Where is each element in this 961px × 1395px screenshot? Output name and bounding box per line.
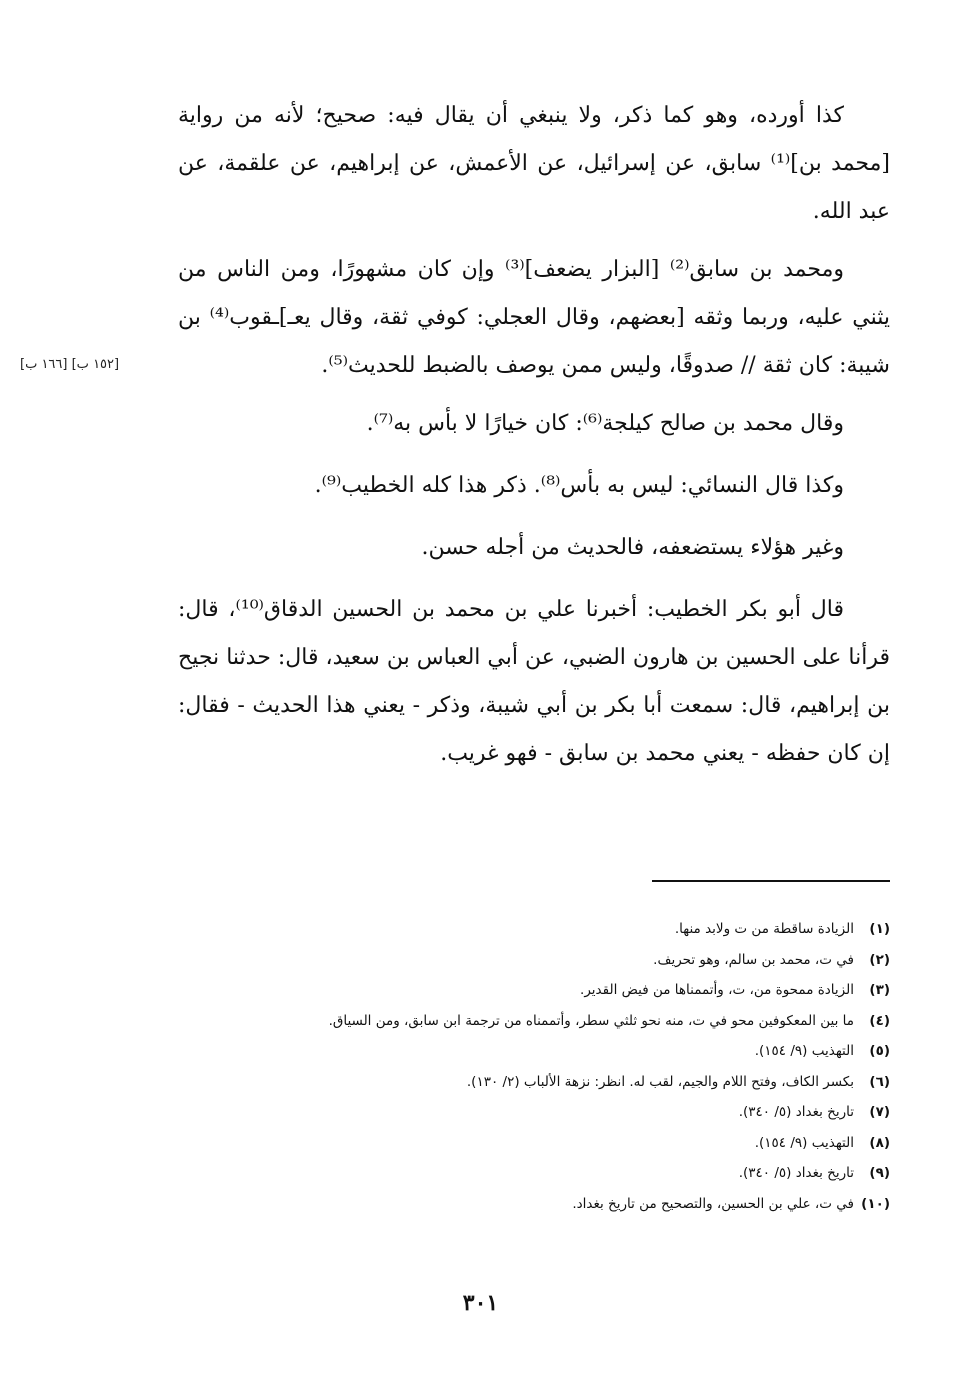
footnote-item xyxy=(200,1036,890,1067)
paragraph-1: كذا أورده، وهو كما ذكر، ولا ينبغي أن يقال فيه: صحيح؛ لأنه من رواية [محمد بن]⁽¹⁾ سابق، عن إسرائيل، عن الأعمش، عن إبراهيم، عن علقمة، عن عبد الله. xyxy=(178,103,890,224)
footnote-text: الزيادة ممحوة من، ت، وأتممناها من فيض القدير. xyxy=(580,982,854,998)
footnote-number: (٦) xyxy=(869,1073,890,1090)
footnote-number: (٥) xyxy=(869,1043,890,1059)
manuscript-folio-note: [١٥٢ ب] [١٦٦ ب] xyxy=(20,357,120,372)
footnote-separator xyxy=(652,880,890,882)
page-number: ٣٠١ xyxy=(462,1290,499,1316)
footnote-text: التهذيب (٩/ ١٥٤). xyxy=(754,1043,854,1059)
footnote-item xyxy=(200,1097,890,1128)
footnote-item xyxy=(200,1067,890,1098)
footnote-text: تاريخ بغداد (٥/ ٣٤٠). xyxy=(738,1104,854,1120)
footnote-item xyxy=(200,1158,890,1189)
footnote-number: (١) xyxy=(869,921,890,937)
main-text-block xyxy=(178,92,890,788)
footnote-item xyxy=(200,945,890,976)
footnote-text: الزيادة ساقطة من ت ولابد منها. xyxy=(674,921,854,937)
footnotes-list xyxy=(200,914,890,1219)
paragraph-3: وقال محمد بن صالح كيلجة⁽⁶⁾: كان خيارًا لا بأس به⁽⁷⁾. xyxy=(366,411,844,436)
paragraph-6: قال أبو بكر الخطيب: أخبرنا علي بن محمد بن الحسين الدقاق⁽¹⁰⁾، قال: قرأنا على الحسين بن هارون الضبي، عن أبي العباس بن سعيد، قال: حدثنا نجيح بن إبراهيم، قال: سمعت أبا بكر بن أبي شيبة، وذكر - يعني هذا الحديث - فقال: إن كان حفظه - يعني محمد بن سابق - فهو غريب. xyxy=(178,597,890,766)
footnote-text: في ت، محمد بن سالم، وهو تحريف. xyxy=(653,951,854,968)
footnote-number: (٨) xyxy=(869,1134,890,1151)
footnote-text: بكسر الكاف، وفتح اللام والجيم، لقب له. انظر: نزهة الألباب (٢/ ١٣٠). xyxy=(466,1073,854,1090)
paragraph-2: ومحمد بن سابق⁽²⁾ [البزار يضعف]⁽³⁾ وإن كان مشهورًا، ومن الناس من يثني عليه، وربما وثقه [بعضهم، وقال العجلي: كوفي ثقة، وقال يعـ]ـقوب⁽⁴⁾ بن شيبة: كان ثقة // صدوقًا، وليس ممن يوصف بالضبط للحديث⁽⁵⁾. xyxy=(178,257,890,378)
footnote-item xyxy=(200,914,890,945)
footnote-item xyxy=(200,1006,890,1037)
paragraph-5: وغير هؤلاء يستضعفه، فالحديث من أجله حسن. xyxy=(421,535,844,560)
footnote-text: التهذيب (٩/ ١٥٤). xyxy=(754,1134,854,1151)
footnote-number: (٤) xyxy=(869,1012,890,1029)
footnote-item xyxy=(200,975,890,1006)
footnote-number: (١٠) xyxy=(861,1195,890,1212)
footnote-number: (٢) xyxy=(869,951,890,968)
footnote-text: تاريخ بغداد (٥/ ٣٤٠). xyxy=(738,1165,854,1181)
footnote-number: (٧) xyxy=(869,1104,890,1120)
paragraph-4: وكذا قال النسائي: ليس به بأس⁽⁸⁾. ذكر هذا كله الخطيب⁽⁹⁾. xyxy=(314,473,844,498)
footnote-item xyxy=(200,1128,890,1159)
footnote-number: (٩) xyxy=(869,1165,890,1181)
footnote-text: في ت، علي بن الحسين، والتصحيح من تاريخ بغداد. xyxy=(572,1195,854,1212)
footnote-number: (٣) xyxy=(869,982,890,998)
footnote-item xyxy=(200,1189,890,1220)
footnote-text: ما بين المعكوفين محو في ت، منه نحو ثلثي سطر، وأتممناه من ترجمة ابن سابق، ومن السياق. xyxy=(328,1012,854,1029)
